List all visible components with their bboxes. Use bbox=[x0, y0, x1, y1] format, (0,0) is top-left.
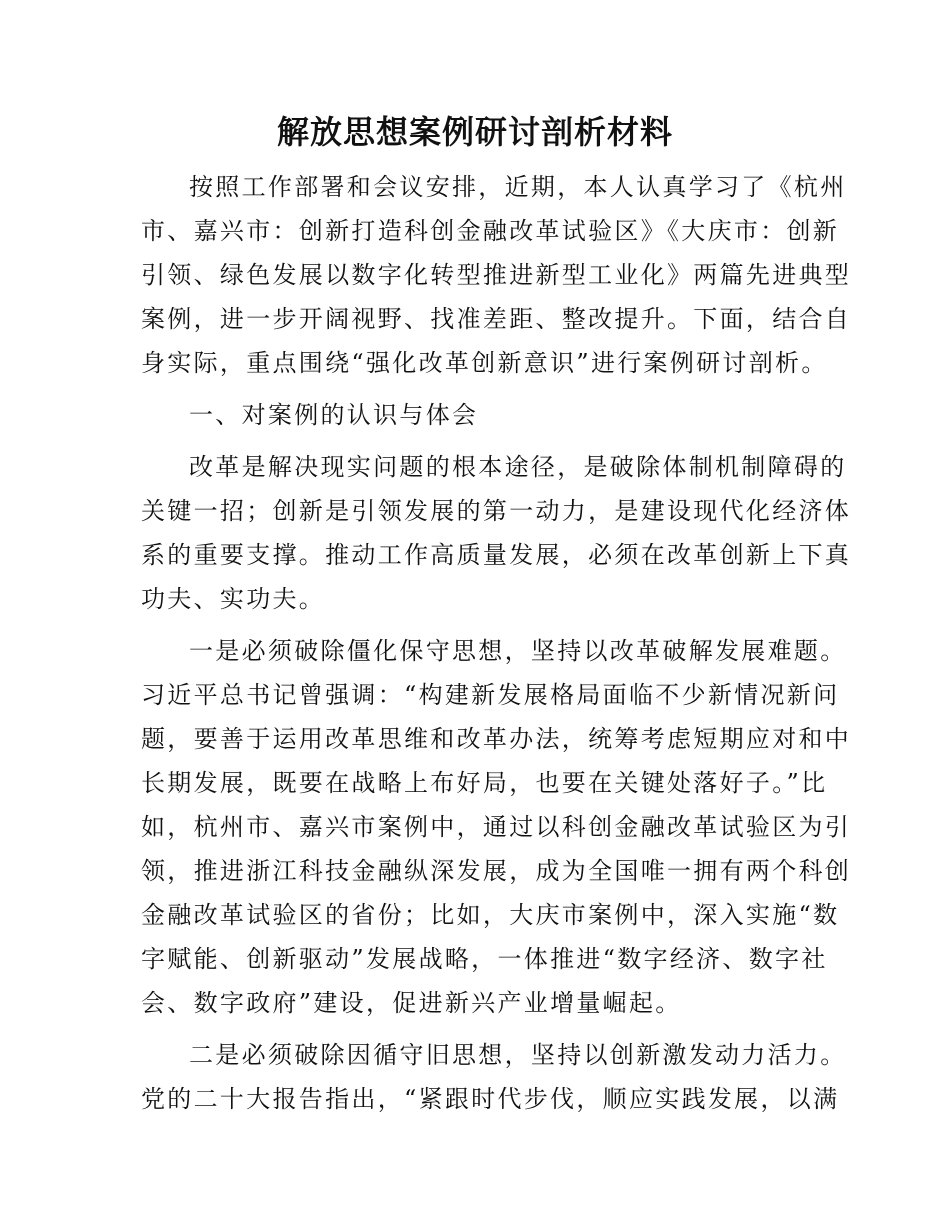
paragraph-point-one bbox=[141, 629, 852, 1025]
text-line: 功夫、实功夫。 bbox=[141, 585, 326, 613]
text-line: 习近平总书记曾强调：“构建新发展格局面临不少新情况新问 bbox=[141, 681, 840, 709]
text-line: 改革是解决现实问题的根本途径，是破除体制机制障碍的 bbox=[189, 453, 847, 481]
text-line: 市、嘉兴市：创新打造科创金融改革试验区》《大庆市：创新 bbox=[141, 217, 840, 245]
text-line: 字赋能、创新驱动”发展战略，一体推进“数字经济、数字社 bbox=[141, 945, 828, 973]
text-line: 关键一招；创新是引领发展的第一动力，是建设现代化经济体 bbox=[141, 497, 852, 525]
text-line: 按照工作部署和会议安排，近期，本人认真学习了《杭州 bbox=[189, 173, 847, 201]
text-line: 引领、绿色发展以数字化转型推进新型工业化》两篇先进典型 bbox=[141, 261, 852, 289]
text-line: 系的重要支撑。推动工作高质量发展，必须在改革创新上下真 bbox=[141, 541, 852, 569]
text-line: 如，杭州市、嘉兴市案例中，通过以科创金融改革试验区为引 bbox=[141, 813, 852, 841]
text-line: 题，要善于运用改革思维和改革办法，统筹考虑短期应对和中 bbox=[141, 725, 852, 753]
text-line: 一、对案例的认识与体会 bbox=[189, 401, 479, 429]
paragraph-reform-overview bbox=[141, 445, 852, 621]
text-line: 金融改革试验区的省份；比如，大庆市案例中，深入实施“数 bbox=[141, 901, 840, 929]
text-line: 党的二十大报告指出，“紧跟时代步伐，顺应实践发展，以满 bbox=[141, 1085, 840, 1113]
text-line: 领，推进浙江科技金融纵深发展，成为全国唯一拥有两个科创 bbox=[141, 857, 852, 885]
text-line: 一是必须破除僵化保守思想，坚持以改革破解发展难题。 bbox=[189, 637, 847, 665]
text-line: 身实际，重点围绕“强化改革创新意识”进行案例研讨剖析。 bbox=[141, 349, 828, 377]
text-line: 会、数字政府”建设，促进新兴产业增量崛起。 bbox=[141, 989, 682, 1017]
document-body bbox=[141, 165, 852, 1121]
paragraph-point-two bbox=[141, 1033, 847, 1121]
section-heading-1 bbox=[141, 393, 821, 437]
document-title: 解放思想案例研讨剖析材料 bbox=[276, 113, 673, 151]
paragraph-intro bbox=[141, 165, 852, 385]
text-line: 二是必须破除因循守旧思想，坚持以创新激发动力活力。 bbox=[189, 1041, 847, 1069]
text-line: 长期发展，既要在战略上布好局，也要在关键处落好子。”比 bbox=[141, 769, 828, 797]
text-line: 案例，进一步开阔视野、找准差距、整改提升。下面，结合自 bbox=[141, 305, 852, 333]
